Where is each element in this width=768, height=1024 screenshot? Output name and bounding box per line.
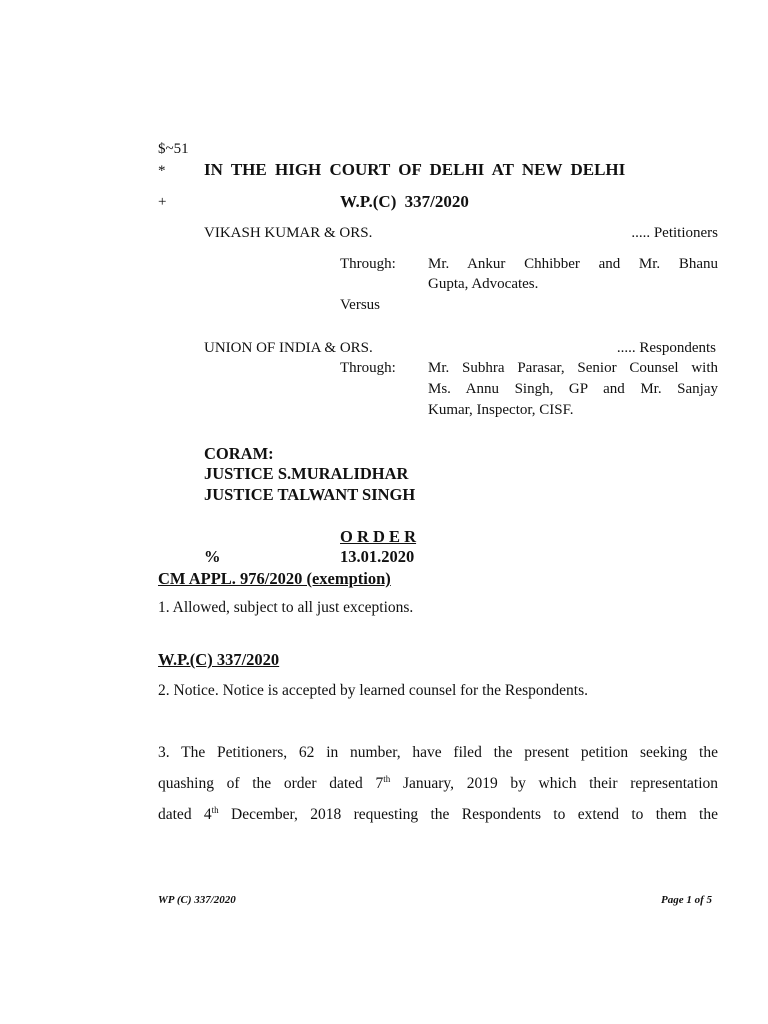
percent-marker: %	[204, 547, 221, 566]
paragraph-3-line: dated 4th December, 2018 requesting the Respondents to extend to them the	[158, 804, 718, 823]
star-marker: *	[158, 163, 166, 179]
versus-label: Versus	[340, 297, 380, 313]
cm-appl-heading: CM APPL. 976/2020 (exemption)	[158, 569, 391, 588]
document-code: $~51	[158, 141, 189, 157]
paragraph-2: 2. Notice. Notice is accepted by learned counsel for the Respondents.	[158, 682, 588, 699]
superscript: th	[383, 773, 391, 784]
paragraph-1: 1. Allowed, subject to all just exceptions.	[158, 599, 414, 616]
petitioner-counsel-line: Gupta, Advocates.	[428, 276, 539, 292]
respondent-counsel-line: Kumar, Inspector, CISF.	[428, 402, 574, 418]
petitioner-name: VIKASH KUMAR & ORS.	[204, 225, 373, 241]
case-number: W.P.(C) 337/2020	[340, 192, 469, 211]
court-title: IN THE HIGH COURT OF DELHI AT NEW DELHI	[204, 160, 626, 179]
coram-label: CORAM:	[204, 444, 274, 463]
plus-marker: +	[158, 194, 167, 210]
superscript: th	[211, 804, 219, 815]
respondent-counsel-line: Mr. Subhra Parasar, Senior Counsel with	[428, 360, 718, 376]
respondent-role: ..... Respondents	[616, 340, 716, 356]
paragraph-3-line: 3. The Petitioners, 62 in number, have filed the present petition seeking the	[158, 744, 718, 761]
respondent-counsel-line: Ms. Annu Singh, GP and Mr. Sanjay	[428, 381, 718, 397]
coram-judge: JUSTICE TALWANT SINGH	[204, 485, 416, 504]
through-label-petitioner: Through:	[340, 256, 396, 272]
through-label-respondent: Through:	[340, 360, 396, 376]
coram-judge: JUSTICE S.MURALIDHAR	[204, 464, 409, 483]
respondent-name: UNION OF INDIA & ORS.	[204, 340, 373, 356]
footer-case-ref: WP (C) 337/2020	[158, 894, 236, 906]
paragraph-3-line: quashing of the order dated 7th January, 2019 by which their representation	[158, 773, 718, 792]
petitioner-role: ..... Petitioners	[631, 225, 718, 241]
order-heading: O R D E R	[340, 527, 417, 546]
wp-heading: W.P.(C) 337/2020	[158, 650, 280, 669]
footer-page-number: Page 1 of 5	[660, 894, 712, 906]
order-date: 13.01.2020	[340, 547, 415, 566]
petitioner-counsel-line: Mr. Ankur Chhibber and Mr. Bhanu	[428, 256, 718, 272]
